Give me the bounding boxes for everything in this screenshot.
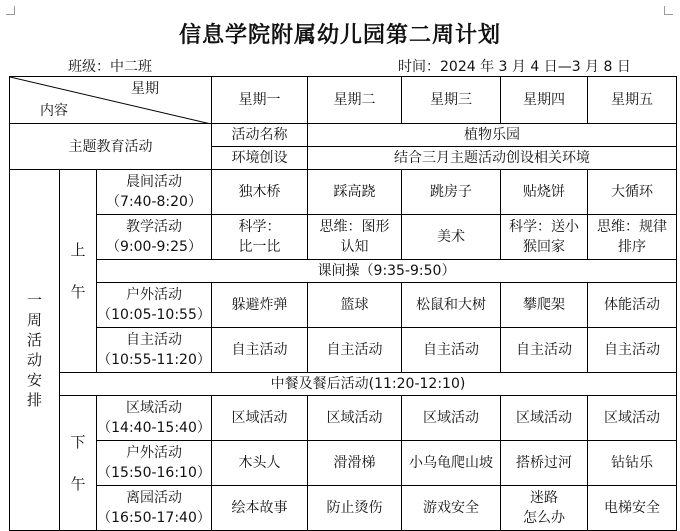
- leave-activity-cell: 电梯安全: [588, 486, 677, 531]
- free-activity-cell: 自主活动: [501, 328, 588, 373]
- environment-value: 结合三月主题活动创设相关环境: [308, 147, 677, 170]
- afternoon-half-label: 下 午: [60, 396, 97, 531]
- free-activity-cell: 自主活动: [402, 328, 501, 373]
- theme-label: 主题教育活动: [10, 124, 212, 170]
- day-header: 星期五: [588, 77, 677, 124]
- outdoor-am-cell: 体能活动: [588, 283, 677, 328]
- leave-activity-cell: 防止烫伤: [308, 486, 402, 531]
- leave-activity-cell: 绘本故事: [212, 486, 308, 531]
- week-arrangement-label: 一 周 活 动 安 排: [10, 170, 60, 531]
- free-activity-cell: 自主活动: [212, 328, 308, 373]
- teaching-activity-cell: 思维：图形 认知: [308, 215, 402, 260]
- day-header: 星期二: [308, 77, 402, 124]
- morning-activity-cell: 贴烧饼: [501, 170, 588, 215]
- outdoor-am-cell: 躲避炸弹: [212, 283, 308, 328]
- day-header: 星期三: [402, 77, 501, 124]
- page-corner-mark: [664, 6, 673, 15]
- outdoor-pm-cell: 滑滑梯: [308, 441, 402, 486]
- time-label: 时间：2024 年 3 月 4 日—3 月 8 日: [398, 59, 631, 75]
- header-corner-content: 内容: [40, 103, 68, 119]
- outdoor-am-label: 户外活动 （10:05-10:55）: [97, 283, 212, 328]
- area-activity-cell: 区域活动: [588, 396, 677, 441]
- day-header: 星期四: [501, 77, 588, 124]
- morning-activity-cell: 大循环: [588, 170, 677, 215]
- morning-activity-cell: 跳房子: [402, 170, 501, 215]
- teaching-activity-cell: 科学： 比一比: [212, 215, 308, 260]
- free-activity-cell: 自主活动: [308, 328, 402, 373]
- area-activity-cell: 区域活动: [501, 396, 588, 441]
- teaching-activity-label: 教学活动 （9:00-9:25）: [97, 215, 212, 260]
- leave-activity-cell: 游戏安全: [402, 486, 501, 531]
- teaching-activity-cell: 思维：规律 排序: [588, 215, 677, 260]
- morning-activity-cell: 独木桥: [212, 170, 308, 215]
- header-corner-weekday: 星期: [131, 81, 159, 97]
- outdoor-am-cell: 松鼠和大树: [402, 283, 501, 328]
- leave-activity-cell: 迷路 怎么办: [501, 486, 588, 531]
- outdoor-pm-cell: 小乌龟爬山坡: [402, 441, 501, 486]
- header-corner-cell: [10, 77, 212, 124]
- class-label: 班级：中二班: [68, 59, 152, 75]
- lunch-row: 中餐及餐后活动(11:20-12:10): [60, 373, 677, 396]
- outdoor-am-cell: 篮球: [308, 283, 402, 328]
- activity-name-value: 植物乐园: [308, 124, 677, 147]
- outdoor-pm-cell: 搭桥过河: [501, 441, 588, 486]
- outdoor-am-cell: 攀爬架: [501, 283, 588, 328]
- morning-activity-cell: 踩高跷: [308, 170, 402, 215]
- environment-label: 环境创设: [212, 147, 308, 170]
- weekly-plan-table: [9, 76, 677, 531]
- teaching-activity-cell: 美术: [402, 215, 501, 260]
- outdoor-pm-label: 户外活动 （15:50-16:10）: [97, 441, 212, 486]
- outdoor-pm-cell: 钻钻乐: [588, 441, 677, 486]
- area-activity-cell: 区域活动: [402, 396, 501, 441]
- outdoor-pm-cell: 木头人: [212, 441, 308, 486]
- page-corner-mark: [6, 6, 15, 15]
- page-title: 信息学院附属幼儿园第二周计划: [178, 22, 501, 48]
- area-activity-cell: 区域活动: [212, 396, 308, 441]
- exercise-row: 课间操（9:35-9:50）: [97, 260, 677, 283]
- activity-name-label: 活动名称: [212, 124, 308, 147]
- area-activity-cell: 区域活动: [308, 396, 402, 441]
- free-activity-cell: 自主活动: [588, 328, 677, 373]
- day-header: 星期一: [212, 77, 308, 124]
- area-activity-label: 区域活动 （14:40-15:40）: [97, 396, 212, 441]
- morning-activity-label: 晨间活动 （7:40-8:20）: [97, 170, 212, 215]
- free-activity-label: 自主活动 （10:55-11:20）: [97, 328, 212, 373]
- morning-half-label: 上 午: [60, 170, 97, 373]
- teaching-activity-cell: 科学：送小 猴回家: [501, 215, 588, 260]
- leave-activity-label: 离园活动 （16:50-17:40）: [97, 486, 212, 531]
